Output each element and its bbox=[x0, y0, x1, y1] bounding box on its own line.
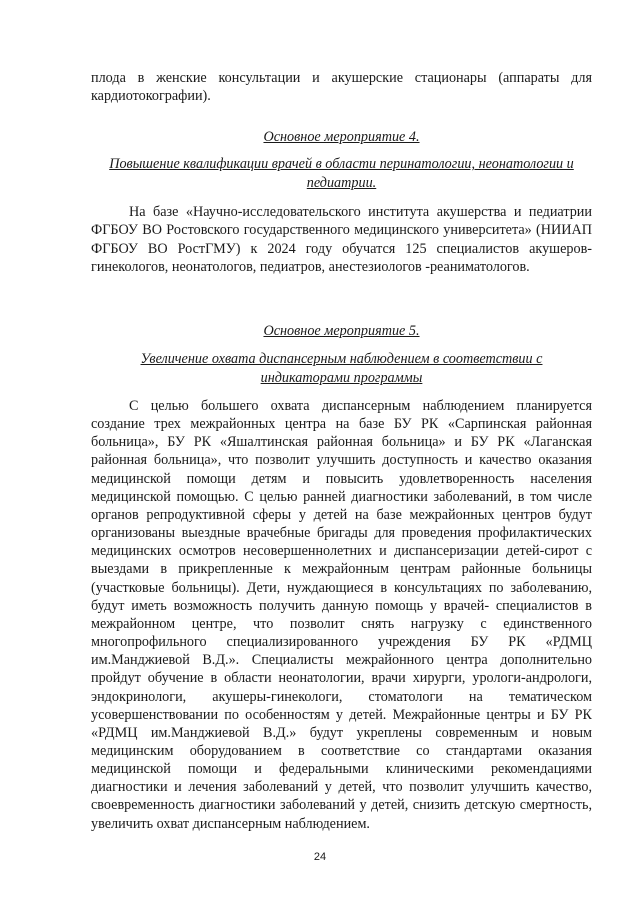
continuation-paragraph: плода в женские консультации и акушерские стационары (аппараты для кардиотокографии). bbox=[91, 70, 592, 105]
section-4-heading: Основное мероприятие 4. bbox=[263, 129, 420, 145]
section-5-body: С целью большего охвата диспансерным наблюдением планируется создание трех межрайонных центра на базе БУ РК «Сарпинская районная больница», БУ РК «Яшалтинская районная больница» и БУ РК «Лаганская районная больница», что позволит улучшить доступность и качество оказания медицинской помощи детям и повысить удовлетворенность населения медицинской помощью. С целью ранней диагностики заболеваний, в том числе органов репродуктивной сферы у детей на базе межрайонных центров будут организованы выездные врачебные бригады для проведения профилактических медицинских осмотров несовершеннолетних и диспансеризации детей-сирот с выездами в прикрепленные к межрайонным центрам районные больницы (участковые больницы). Дети, нуждающиеся в консультациях по заболеванию, будут иметь возможность получить данную помощь у врачей- специалистов в межрайонном центре, что позволит снять нагрузку с единственного многопрофильного специализированного учреждения БУ РК «РДМЦ им.Манджиевой В.Д.». Специалисты межрайонного центра дополнительно пройдут обучение в области неонатологии, врачи хирурги, урологи-андрологи, эндокринологи, акушеры-гинекологи, стоматологи на тематическом усовершенствовании по особенностям у детей. Межрайонные центры и БУ РК «РДМЦ им.Манджиевой В.Д.» будут укреплены современным и новым медицинским оборудованием в соответствие со стандартами оказания медицинской помощи и федеральными клиническими рекомендациями диагностики и лечения заболеваний у детей, что позволит улучшить качество, своевременность диагностики заболеваний у детей, снизить детскую смертность, увеличить охват диспансерным наблюдением. bbox=[91, 398, 592, 832]
section-5-heading: Основное мероприятие 5. bbox=[263, 323, 420, 339]
section-5-subheading: Увеличение охвата диспансерным наблюдением в соответствии с индикаторами программы bbox=[140, 351, 543, 386]
section-4-body: На базе «Научно-исследовательского института акушерства и педиатрии ФГБОУ ВО Ростовского государственного медицинского университета» (НИИАП ФГБОУ ВО РостГМУ) к 2024 году обучатся 125 специалистов акушеров-гинекологов, неонатологов, педиатров, анестезиологов -реаниматологов. bbox=[91, 204, 592, 275]
page-number: 24 bbox=[313, 851, 327, 863]
section-4-subheading: Повышение квалификации врачей в области перинатологии, неонатологии и педиатрии. bbox=[109, 156, 574, 191]
